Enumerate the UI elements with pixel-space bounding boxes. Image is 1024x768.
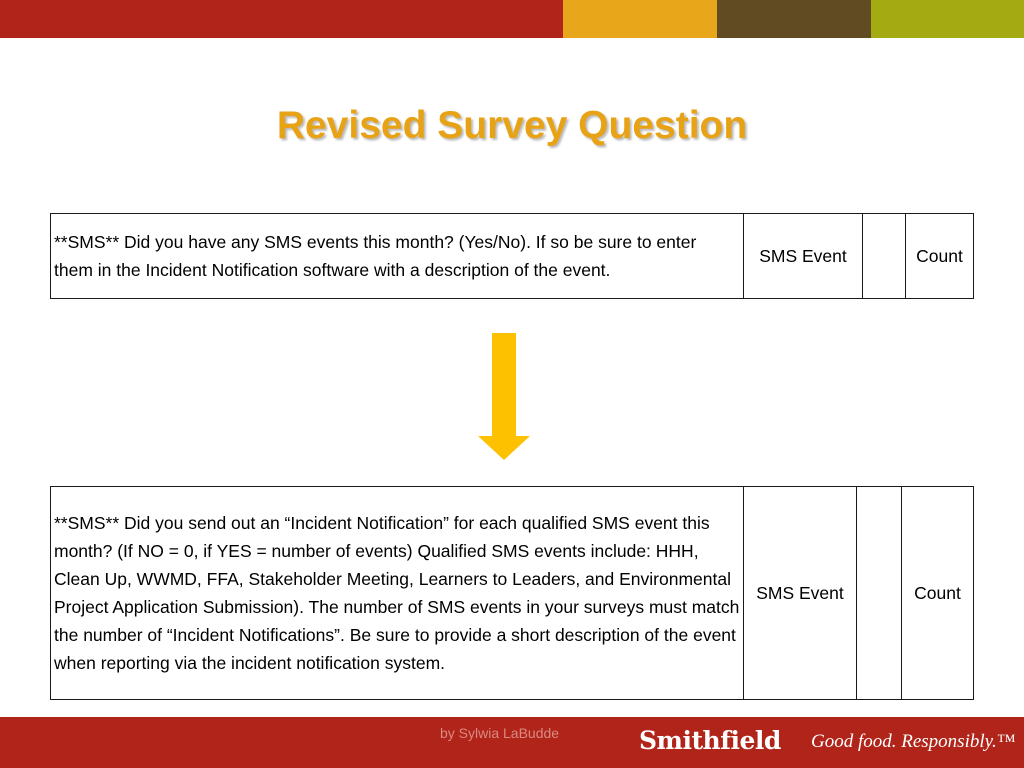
table-row (51, 214, 974, 299)
brand-tagline: Good food. Responsibly.™ (811, 731, 1016, 752)
category-cell: SMS Event (744, 214, 863, 299)
author-credit: by Sylwia LaBudde (440, 725, 560, 741)
type-cell: Count (906, 214, 974, 299)
down-arrow-icon (478, 333, 530, 460)
slide-title: Revised Survey Question (276, 104, 748, 147)
blank-cell (863, 214, 906, 299)
category-cell: SMS Event (744, 487, 857, 700)
original-question-table (50, 213, 974, 299)
footer-bar (0, 717, 1024, 768)
question-cell: **SMS** Did you send out an “Incident Notification” for each qualified SMS event this month? (If NO = 0, if YES = number of events) Qualified SMS events include: HHH, Clean Up, WWMD, FFA, Stakeholder Meeting, Learners to Leaders, and Environmental Project Application Submission). The number of SMS events in your surveys must match the number of “Incident Notifications”. Be sure to provide a short description of the event when reporting via the incident notification system. (51, 487, 744, 700)
table-row (51, 487, 974, 700)
top-bar-olive-segment (871, 0, 1024, 38)
top-color-bar (0, 0, 1024, 38)
blank-cell (857, 487, 902, 700)
top-bar-gold-segment (563, 0, 717, 38)
top-bar-red-segment (0, 0, 563, 38)
top-bar-brown-segment (717, 0, 871, 38)
type-cell: Count (902, 487, 974, 700)
smithfield-logo: Smithfield (639, 726, 781, 755)
question-cell: **SMS** Did you have any SMS events this month? (Yes/No). If so be sure to enter them in the Incident Notification software with a description of the event. (51, 214, 744, 299)
revised-question-table (50, 486, 974, 700)
